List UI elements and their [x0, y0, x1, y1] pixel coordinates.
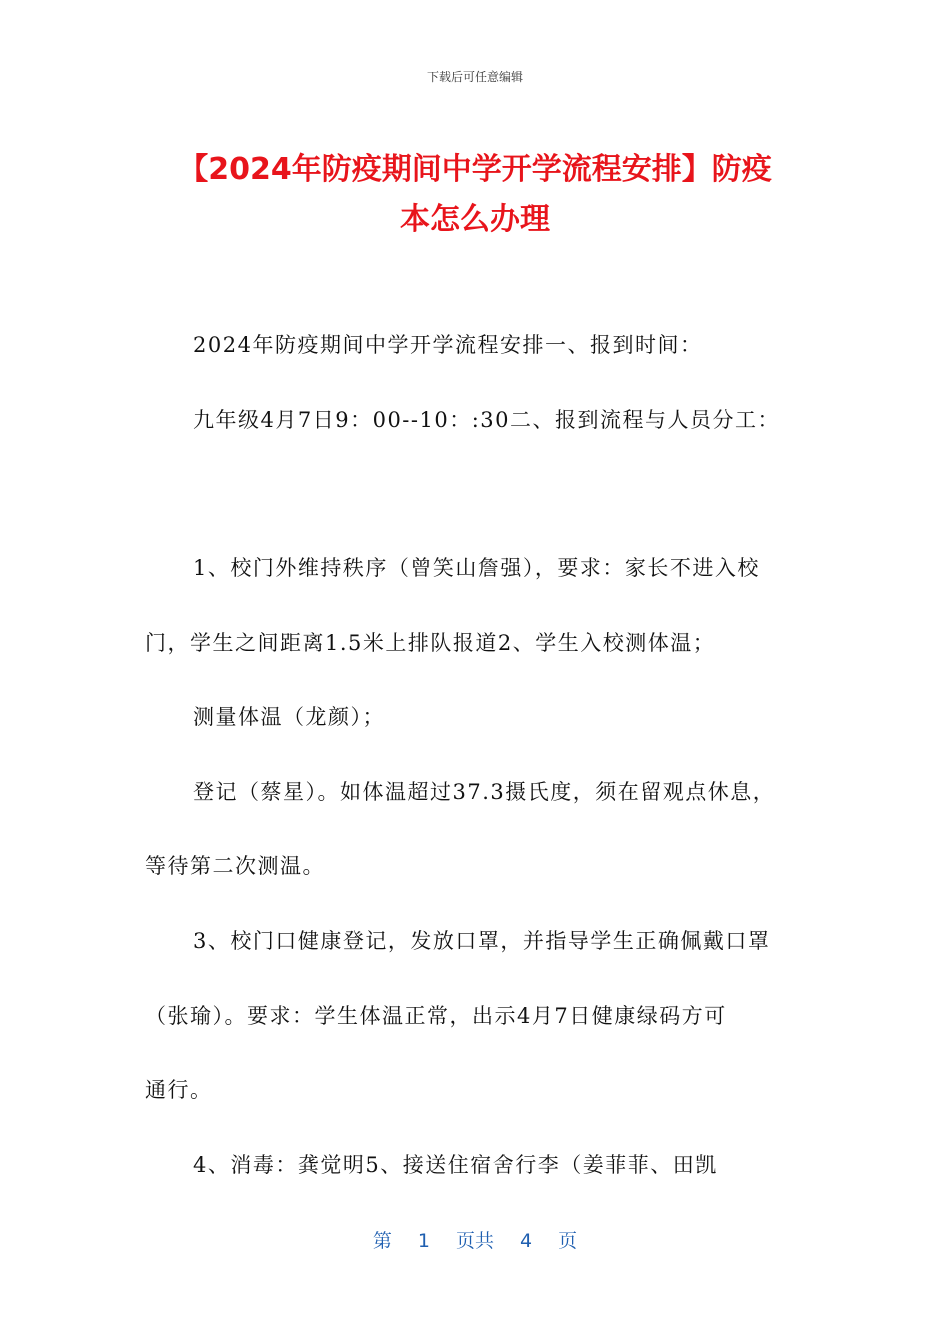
paragraph-line: 1、校门外维持秩序（曾笑山詹强），要求：家长不进入校	[193, 556, 760, 580]
paragraph-line: 2024年防疫期间中学开学流程安排一、报到时间：	[193, 333, 703, 357]
document-title	[120, 145, 830, 245]
paragraph-line: 登记（蔡星）。如体温超过37.3摄氏度，须在留观点休息，	[193, 780, 776, 804]
paragraph-line: 通行。	[145, 1078, 213, 1102]
paragraph-line: 等待第二次测温。	[145, 854, 325, 878]
footer-total-pages: 4	[520, 1230, 533, 1252]
paragraph-line: （张瑜）。要求：学生体温正常，出示4月7日健康绿码方可	[145, 1004, 727, 1028]
paragraph-line: 门，学生之间距离1.5米上排队报道2、学生入校测体温；	[145, 631, 716, 655]
footer-middle: 页共	[455, 1230, 494, 1252]
footer-page-number: 1	[417, 1230, 430, 1252]
paragraph-line: 4、消毒：龚觉明5、接送住宿舍行李（姜菲菲、田凯	[193, 1153, 718, 1177]
paragraph-line: 九年级4月7日9：00--10：:30二、报到流程与人员分工：	[193, 408, 781, 432]
paragraph-line: 测量体温（龙颜）；	[193, 705, 385, 729]
paragraph-line: 3、校门口健康登记，发放口罩，并指导学生正确佩戴口罩	[193, 929, 771, 953]
title-line-2: 本怎么办理	[400, 202, 550, 237]
page-footer	[0, 1226, 950, 1253]
footer-prefix: 第	[372, 1230, 392, 1252]
footer-suffix: 页	[558, 1230, 578, 1252]
header-note: 下载后可任意编辑	[426, 70, 523, 84]
title-line-1: 【2024年防疫期间中学开学流程安排】防疫	[178, 152, 772, 187]
